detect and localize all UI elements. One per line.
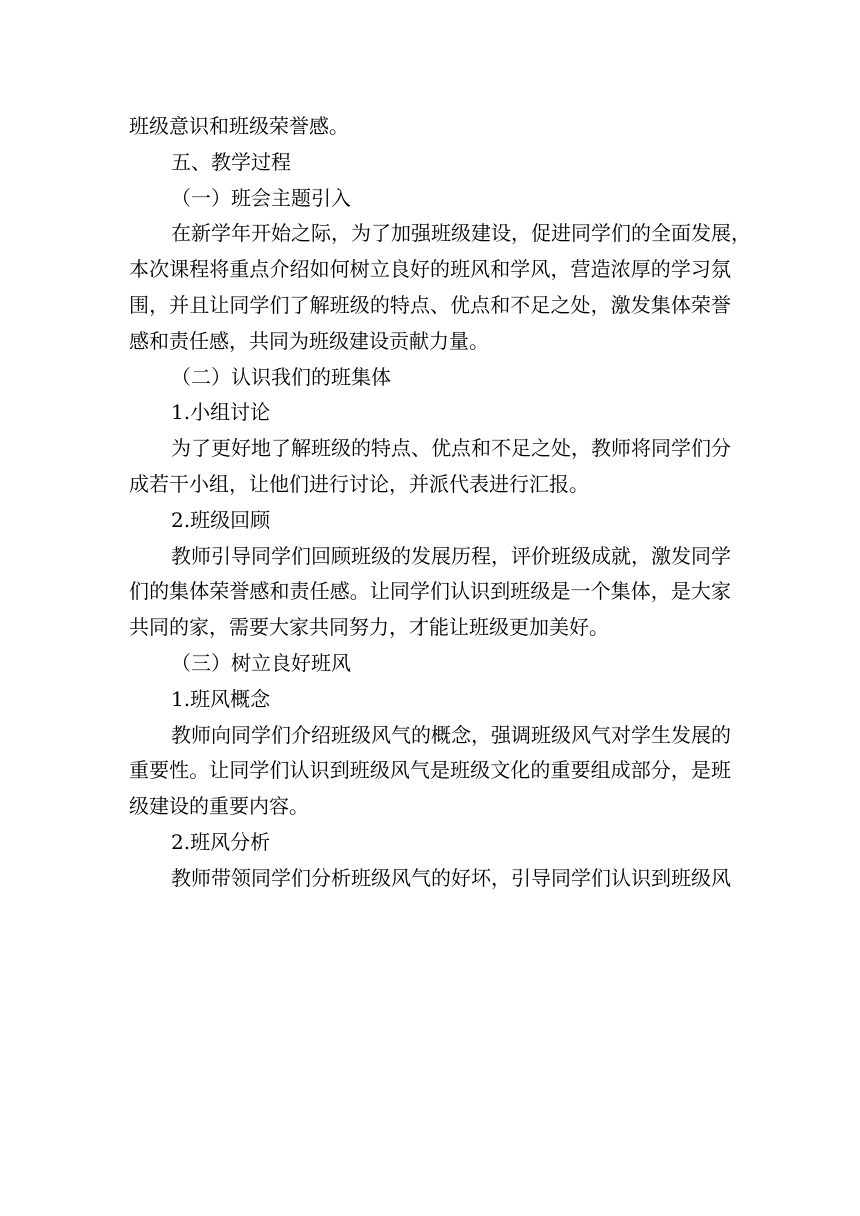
subsection-heading: [129, 181, 731, 217]
text-line: 教师带领同学们分析班级风气的好坏，引导同学们认识到班级风: [171, 865, 731, 890]
text-line: 教师向同学们介绍班级风气的概念，强调班级风气对学生发展的: [171, 722, 731, 747]
text-line: 教师引导同学们回顾班级的发展历程，评价班级成就，激发同学: [171, 543, 731, 568]
text-line: 们的集体荣誉感和责任感。让同学们认识到班级是一个集体，是大家: [129, 579, 731, 604]
text-line: 成若干小组，让他们进行讨论，并派代表进行汇报。: [129, 471, 589, 496]
subsection-heading: [129, 360, 731, 396]
subheading-text: （三）树立良好班风: [171, 650, 351, 675]
list-item-heading: [129, 825, 731, 861]
text-line: 本次课程将重点介绍如何树立良好的班风和学风，营造浓厚的学习氛: [129, 257, 731, 282]
body-paragraph: [129, 861, 731, 897]
body-paragraph: [129, 718, 731, 825]
document-body: [129, 109, 751, 897]
text-line: 感和责任感，共同为班级建设贡献力量。: [129, 328, 489, 353]
subheading-text: （二）认识我们的班集体: [171, 364, 391, 389]
text-line: 班级意识和班级荣誉感。: [129, 114, 349, 138]
text-line: 共同的家，需要大家共同努力，才能让班级更加美好。: [129, 615, 609, 640]
body-paragraph: [129, 431, 731, 503]
subheading-text: （一）班会主题引入: [171, 185, 351, 210]
subsection-heading: [129, 646, 731, 682]
text-line: 级建设的重要内容。: [129, 794, 309, 819]
item-text: 2.班级回顾: [171, 507, 271, 532]
heading-text: 五、教学过程: [171, 149, 291, 174]
section-heading: [129, 145, 731, 181]
item-text: 2.班风分析: [171, 829, 271, 854]
text-line: 在新学年开始之际，为了加强班级建设，促进同学们的全面发展，: [171, 221, 751, 246]
item-text: 1.小组讨论: [171, 400, 271, 425]
body-paragraph: [129, 539, 731, 646]
body-paragraph: [129, 216, 751, 359]
list-item-heading: [129, 682, 731, 718]
text-line: 围，并且让同学们了解班级的特点、优点和不足之处，激发集体荣誉: [129, 292, 731, 317]
text-line: 为了更好地了解班级的特点、优点和不足之处，教师将同学们分: [171, 436, 731, 461]
paragraph-continuation: [129, 109, 731, 145]
text-line: 重要性。让同学们认识到班级风气是班级文化的重要组成部分，是班: [129, 758, 731, 783]
item-text: 1.班风概念: [171, 686, 271, 711]
list-item-heading: [129, 395, 731, 431]
list-item-heading: [129, 503, 731, 539]
